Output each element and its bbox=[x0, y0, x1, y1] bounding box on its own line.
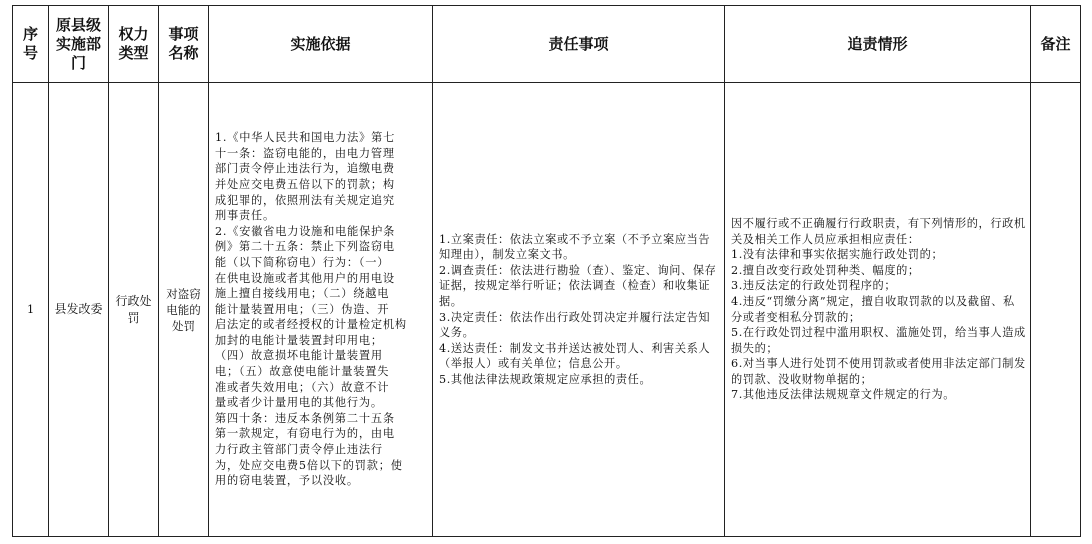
header-accountability: 追责情形 bbox=[725, 6, 1031, 83]
row-original-dept: 县发改委 bbox=[49, 83, 109, 537]
accountability-text: 因不履行或不正确履行行政职责，有下列情形的，行政机关及相关工作人员应承担相应责任： 1.没有法律和事实依据实施行政处罚的； 2.擅自改变行政处罚种类、幅度的； 3.违反法定的行政处罚程序的； 4.违反“罚缴分离”规定，擅自收取罚款的以及截留、私分或者变相私分罚款的； 5.在行政处罚过程中滥用职权、滥施处罚，给当事人造成损失的； 6.对当事人进行处罚不使用罚款或者使用非法定部门制发的罚款、没收财物单据的； 7.其他违反法律法规规章文件规定的行为。 bbox=[731, 216, 1026, 402]
row-remarks bbox=[1031, 83, 1081, 537]
header-responsibility: 责任事项 bbox=[433, 6, 725, 83]
basis-line: 量或者少计量用电的其他行为。 bbox=[215, 396, 383, 410]
basis-line: 刑事责任。 bbox=[215, 209, 275, 223]
basis-line: 在供电设施或者其他用户的用电设 bbox=[215, 271, 395, 285]
basis-line: 为，处应交电费5倍以下的罚款；使 bbox=[215, 458, 403, 472]
basis-line: 准或者失效用电；（六）故意不计 bbox=[215, 380, 390, 394]
basis-line: 第一款规定，有窃电行为的，由电 bbox=[215, 427, 395, 441]
row-index: 1 bbox=[13, 83, 49, 537]
basis-line: 加封的电能计量装置封印用电； bbox=[215, 333, 383, 347]
responsibility-text: 1.立案责任：依法立案或不予立案（不予立案应当告知理由），制发立案文书。 2.调查责任：依法进行勘验（查）、鉴定、询问、保存证据，按规定举行听证；依法调查（检查）和收集证据。 3.决定责任：依法作出行政处罚决定并履行法定告知义务。 4.送达责任：制发文书并送达被处罚人、利害关系人（举报人）或有关单位；信息公开。 5.其他法律法规政策规定应承担的责任。 bbox=[439, 232, 717, 386]
basis-line: 例》第二十五条：禁止下列盗窃电 bbox=[215, 240, 395, 254]
basis-line: 力行政主管部门责令停止违法行 bbox=[215, 443, 383, 457]
basis-line: 2.《安徽省电力设施和电能保护条 bbox=[215, 224, 396, 238]
row-responsibility bbox=[433, 83, 725, 537]
row-power-type: 行政处 罚 bbox=[109, 83, 159, 537]
basis-line: 1.《中华人民共和国电力法》第七 bbox=[215, 131, 396, 145]
row-basis bbox=[209, 83, 433, 537]
basis-line: 第四十条：违反本条例第二十五条 bbox=[215, 411, 395, 425]
header-index: 序 号 bbox=[13, 6, 49, 83]
document-sheet bbox=[12, 5, 1080, 537]
header-basis: 实施依据 bbox=[209, 6, 433, 83]
header-original-dept: 原县级 实施部 门 bbox=[49, 6, 109, 83]
basis-line: 十一条：盗窃电能的，由电力管理 bbox=[215, 146, 395, 160]
basis-line: 成犯罪的，依照刑法有关规定追究 bbox=[215, 193, 395, 207]
basis-text bbox=[209, 130, 432, 489]
basis-line: 电；（五）故意使电能计量装置失 bbox=[215, 365, 390, 379]
header-remarks: 备注 bbox=[1031, 6, 1081, 83]
basis-line: （四）故意损坏电能计量装置用 bbox=[215, 349, 383, 363]
basis-line: 能计量装置用电；（三）伪造、开 bbox=[215, 302, 390, 316]
header-item-name: 事项 名称 bbox=[159, 6, 209, 83]
basis-line: 部门责令停止违法行为，追缴电费 bbox=[215, 162, 395, 176]
basis-line: 并处应交电费五倍以下的罚款；构 bbox=[215, 177, 395, 191]
responsibility-table bbox=[12, 5, 1081, 537]
basis-line: 能（以下简称窃电）行为：（一） bbox=[215, 255, 390, 269]
row-accountability bbox=[725, 83, 1031, 537]
header-power-type: 权力 类型 bbox=[109, 6, 159, 83]
basis-line: 用的窃电装置，予以没收。 bbox=[215, 474, 359, 488]
header-row bbox=[13, 6, 1081, 83]
basis-line: 启法定的或者经授权的计量检定机构 bbox=[215, 318, 407, 332]
basis-line: 施上擅自接线用电；（二）绕越电 bbox=[215, 287, 390, 301]
table-row bbox=[13, 83, 1081, 537]
row-item-name: 对盗窃 电能的 处罚 bbox=[159, 83, 209, 537]
